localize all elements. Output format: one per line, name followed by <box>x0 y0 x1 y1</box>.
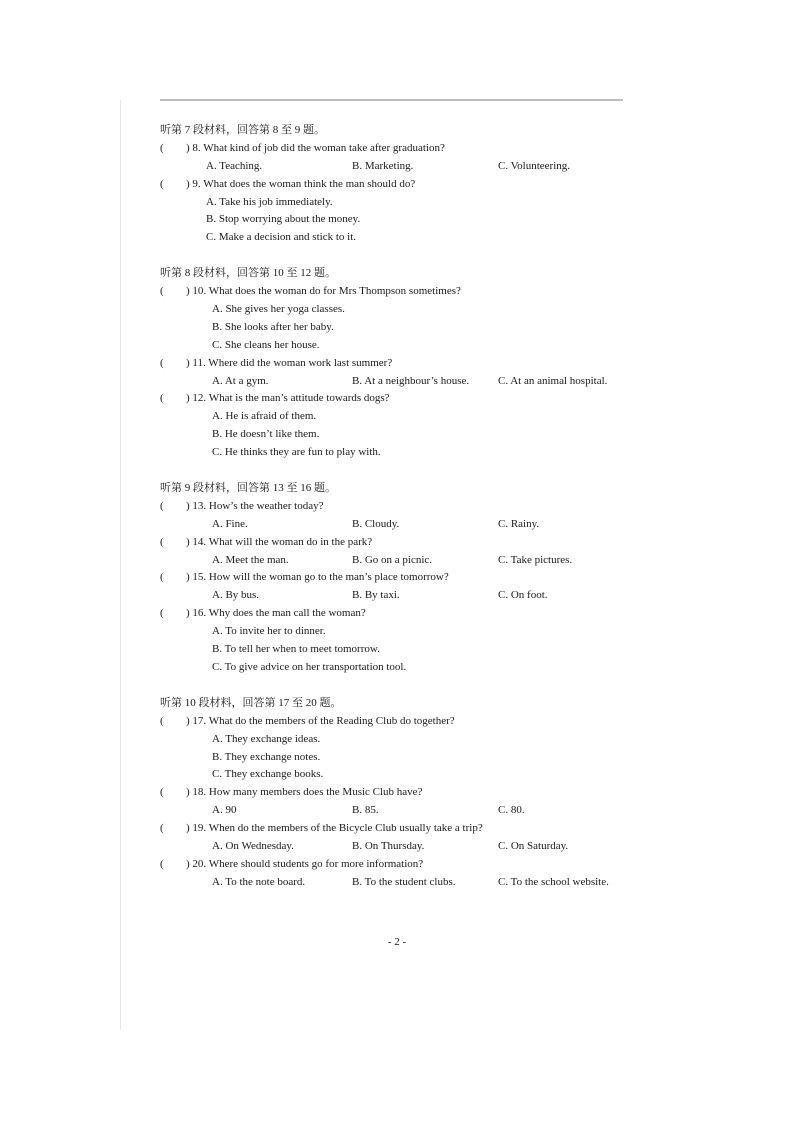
option-a: A. She gives her yoga classes. <box>212 303 345 316</box>
question-options-20 <box>160 874 630 892</box>
answer-blank[interactable]: ( <box>160 786 164 799</box>
section-title: 听第 8 段材料，回答第 10 至 12 题。 <box>160 267 336 280</box>
option-b: B. To tell her when to meet tomorrow. <box>212 643 380 656</box>
option-b: B. Go on a picnic. <box>352 553 433 566</box>
option-a: A. Fine. <box>212 517 248 530</box>
answer-blank[interactable]: ( <box>160 356 164 369</box>
question-stem-17: ( ) 17. What do the members of the Reading Club do together? <box>160 713 630 731</box>
question-stem-14: ( ) 14. What will the woman do in the park? <box>160 534 630 552</box>
option-a: A. He is afraid of them. <box>212 410 317 423</box>
question-stem-11: ( ) 11. Where did the woman work last summer? <box>160 355 630 373</box>
option-c: C. He thinks they are fun to play with. <box>212 446 381 459</box>
question-options-15 <box>160 587 630 605</box>
option-a: A. 90 <box>212 804 237 817</box>
option-a: A. By bus. <box>212 589 260 602</box>
answer-blank[interactable]: ( <box>160 714 164 727</box>
answer-blank[interactable]: ( <box>160 607 164 620</box>
question-stem-12: ( ) 12. What is the man’s attitude towards dogs? <box>160 390 630 408</box>
option-c: C. She cleans her house. <box>212 338 320 351</box>
option-c: C. Make a decision and stick to it. <box>206 231 356 244</box>
question-stem-9: ( ) 9. What does the woman think the man should do? <box>160 176 630 194</box>
option-b: B. On Thursday. <box>352 839 425 852</box>
option-b: B. Marketing. <box>352 159 414 172</box>
question-options-13 <box>160 516 630 534</box>
option-a: A. On Wednesday. <box>212 839 294 852</box>
question-options-8 <box>160 158 630 176</box>
question-stem-19: ( ) 19. When do the members of the Bicycle Club usually take a trip? <box>160 820 630 838</box>
answer-blank[interactable]: ( <box>160 141 164 154</box>
answer-blank[interactable]: ( <box>160 822 164 835</box>
option-a: A. Teaching. <box>206 159 263 172</box>
option-a: A. They exchange ideas. <box>212 732 321 745</box>
option-c: C. To give advice on her transportation tool. <box>212 660 407 673</box>
section-title: 听第 9 段材料，回答第 13 至 16 题。 <box>160 482 336 495</box>
answer-blank[interactable]: ( <box>160 177 164 190</box>
page-number: - 2 - <box>387 936 407 948</box>
question-options-19 <box>160 838 630 856</box>
option-a: A. To invite her to dinner. <box>212 625 326 638</box>
answer-blank[interactable]: ( <box>160 535 164 548</box>
question-stem-18: ( ) 18. How many members does the Music Club have? <box>160 784 630 802</box>
question-stem-13: ( ) 13. How’s the weather today? <box>160 498 630 516</box>
question-stem-16: ( ) 16. Why does the man call the woman? <box>160 605 630 623</box>
section-title: 听第 10 段材料，回答第 17 至 20 题。 <box>160 696 342 709</box>
option-b: B. He doesn’t like them. <box>212 428 320 441</box>
option-b: B. They exchange notes. <box>212 750 321 763</box>
option-c: C. They exchange books. <box>212 768 324 781</box>
section-title: 听第 7 段材料，回答第 8 至 9 题。 <box>160 124 325 136</box>
exam-content <box>160 122 630 910</box>
section-8 <box>160 265 630 462</box>
option-b: B. Cloudy. <box>352 517 400 530</box>
option-c: C. Take pictures. <box>498 553 573 566</box>
question-options-14 <box>160 552 630 570</box>
question-options-18 <box>160 802 630 820</box>
answer-blank[interactable]: ( <box>160 499 164 512</box>
section-7 <box>160 122 630 247</box>
question-stem-15: ( ) 15. How will the woman go to the man’s place tomorrow? <box>160 569 630 587</box>
page-left-rule <box>120 100 121 1030</box>
answer-blank[interactable]: ( <box>160 857 164 870</box>
option-c: C. At an animal hospital. <box>498 374 608 387</box>
option-b: B. By taxi. <box>352 589 400 602</box>
question-stem-8: ( ) 8. What kind of job did the woman take after graduation? <box>160 140 630 158</box>
option-a: A. Meet the man. <box>212 553 289 566</box>
option-c: C. On foot. <box>498 589 548 602</box>
option-c: C. Volunteering. <box>498 159 571 172</box>
section-9 <box>160 480 630 677</box>
page-top-rule <box>160 99 623 101</box>
option-b: B. Stop worrying about the money. <box>206 213 361 226</box>
option-c: C. On Saturday. <box>498 839 569 852</box>
option-a: A. To the note board. <box>212 875 306 888</box>
answer-blank[interactable]: ( <box>160 392 164 405</box>
answer-blank[interactable]: ( <box>160 285 164 298</box>
option-b: B. At a neighbour’s house. <box>352 374 470 387</box>
question-options-11 <box>160 373 630 391</box>
option-a: A. At a gym. <box>212 374 269 387</box>
option-c: C. Rainy. <box>498 517 540 530</box>
option-a: A. Take his job immediately. <box>206 195 333 208</box>
section-10 <box>160 695 630 892</box>
question-stem-20: ( ) 20. Where should students go for more information? <box>160 856 630 874</box>
option-b: B. 85. <box>352 804 379 817</box>
option-b: B. To the student clubs. <box>352 875 456 888</box>
option-b: B. She looks after her baby. <box>212 320 334 333</box>
answer-blank[interactable]: ( <box>160 571 164 584</box>
option-c: C. 80. <box>498 804 525 817</box>
option-c: C. To the school website. <box>498 875 609 888</box>
question-stem-10: ( ) 10. What does the woman do for Mrs Thompson sometimes? <box>160 283 630 301</box>
